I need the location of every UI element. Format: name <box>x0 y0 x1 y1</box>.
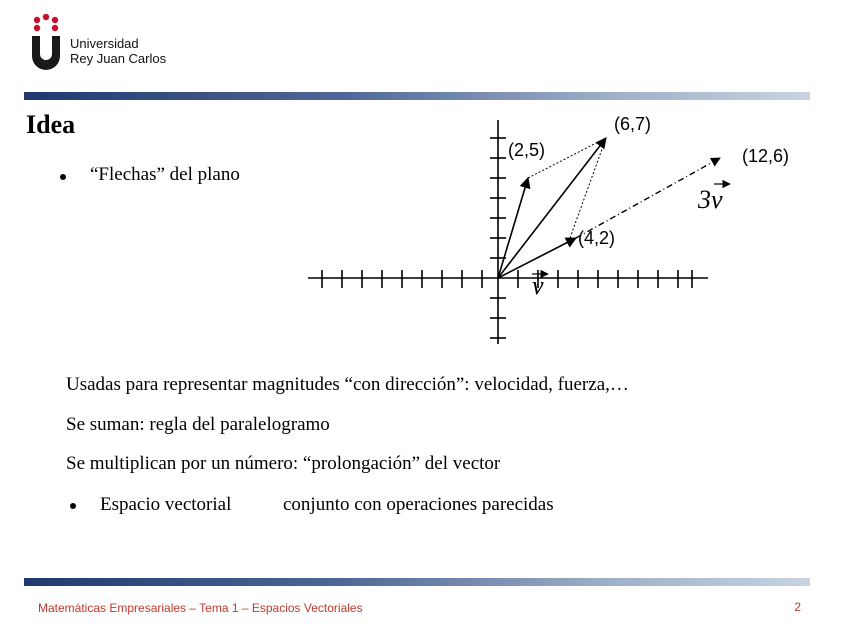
text-line-multiplican: Se multiplican por un número: “prolongación” del vector <box>66 453 501 474</box>
footer-divider <box>24 578 810 586</box>
logo-line-2: Rey Juan Carlos <box>70 51 167 66</box>
label-v: v <box>532 271 544 300</box>
bullet-conjunto: conjunto con operaciones parecidas <box>283 494 554 515</box>
urjc-logo-icon <box>28 14 64 70</box>
bullet-dot-2 <box>70 503 76 509</box>
page-number: 2 <box>794 600 801 614</box>
label-3v: 3v <box>698 185 723 214</box>
vector-2-5 <box>498 178 528 278</box>
bullet-espacio-vectorial: Espacio vectorial <box>100 494 232 515</box>
vector-diagram <box>300 104 820 354</box>
slide-title: Idea <box>26 110 76 139</box>
label-2-5: (2,5) <box>508 140 546 160</box>
footer-title: Matemáticas Empresariales – Tema 1 – Espacios Vectoriales <box>38 601 363 615</box>
bullet-dot <box>60 174 66 180</box>
text-line-direccion: Usadas para representar magnitudes “con dirección”: velocidad, fuerza,… <box>66 374 629 395</box>
text-line-suman: Se suman: regla del paralelogramo <box>66 414 330 435</box>
label-4-2: (4,2) <box>578 228 616 248</box>
logo-line-1: Universidad <box>70 36 139 51</box>
university-logo <box>24 14 184 74</box>
parallelogram-side-right <box>570 138 606 238</box>
label-6-7: (6,7) <box>614 114 652 134</box>
bullet-flechas: “Flechas” del plano <box>90 164 240 185</box>
university-name <box>70 36 166 66</box>
header-divider <box>24 92 810 100</box>
label-12-6: (12,6) <box>742 146 790 166</box>
